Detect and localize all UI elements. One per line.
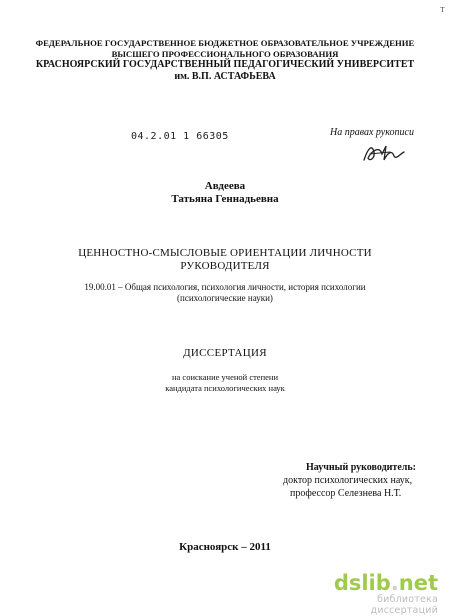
corner-mark: Т xyxy=(440,6,444,14)
degree-line-2: кандидата психологических наук xyxy=(165,382,285,393)
university-namesake: им. В.П. АСТАФЬЕВА xyxy=(174,71,276,82)
author-block xyxy=(0,180,450,206)
title-line-2: РУКОВОДИТЕЛЯ xyxy=(180,260,270,272)
watermark-logo-main: dslib xyxy=(333,571,391,595)
handwritten-signature xyxy=(360,140,406,166)
specialty-block xyxy=(0,282,450,304)
specialty-line-1: 19.00.01 – Общая психология, психология личности, история психологии xyxy=(84,282,366,292)
organization-line-2: ВЫСШЕГО ПРОФЕССИОНАЛЬНОГО ОБРАЗОВАНИЯ xyxy=(111,48,339,59)
university-name: КРАСНОЯРСКИЙ ГОСУДАРСТВЕННЫЙ ПЕДАГОГИЧЕСКИЙ УНИВЕРСИТЕТ xyxy=(35,59,415,70)
organization-header xyxy=(0,38,450,83)
watermark-logo-dot: . xyxy=(390,571,399,595)
supervisor-name: профессор Селезнева Н.Т. xyxy=(290,488,402,499)
supervisor-heading: Научный руководитель: xyxy=(306,462,416,473)
specialty-line-2: (психологические науки) xyxy=(177,293,273,303)
rights-note: На правах рукописи xyxy=(330,127,414,138)
watermark-logo-tld: net xyxy=(398,571,438,595)
registry-stamp: 04.2.01 1 66305 xyxy=(131,131,229,142)
degree-line-1: на соискание ученой степени xyxy=(171,372,278,382)
degree-block xyxy=(0,372,450,393)
watermark-subtitle: библиотека диссертаций xyxy=(370,594,438,616)
watermark-logo xyxy=(308,572,438,594)
watermark xyxy=(308,572,438,616)
title-line-1: ЦЕННОСТНО-СМЫСЛОВЫЕ ОРИЕНТАЦИИ ЛИЧНОСТИ xyxy=(78,247,372,259)
dissertation-title xyxy=(0,247,450,273)
author-given-names: Татьяна Геннадьевна xyxy=(171,193,279,205)
author-surname: Авдеева xyxy=(204,180,246,192)
city-year: Красноярск – 2011 xyxy=(179,541,271,553)
organization-line-1: ФЕДЕРАЛЬНОЕ ГОСУДАРСТВЕННОЕ БЮДЖЕТНОЕ ОБРАЗОВАТЕЛЬНОЕ УЧРЕЖДЕНИЕ xyxy=(35,38,415,48)
supervisor-degree: доктор психологических наук, xyxy=(283,475,413,486)
document-type: ДИССЕРТАЦИЯ xyxy=(183,347,267,359)
